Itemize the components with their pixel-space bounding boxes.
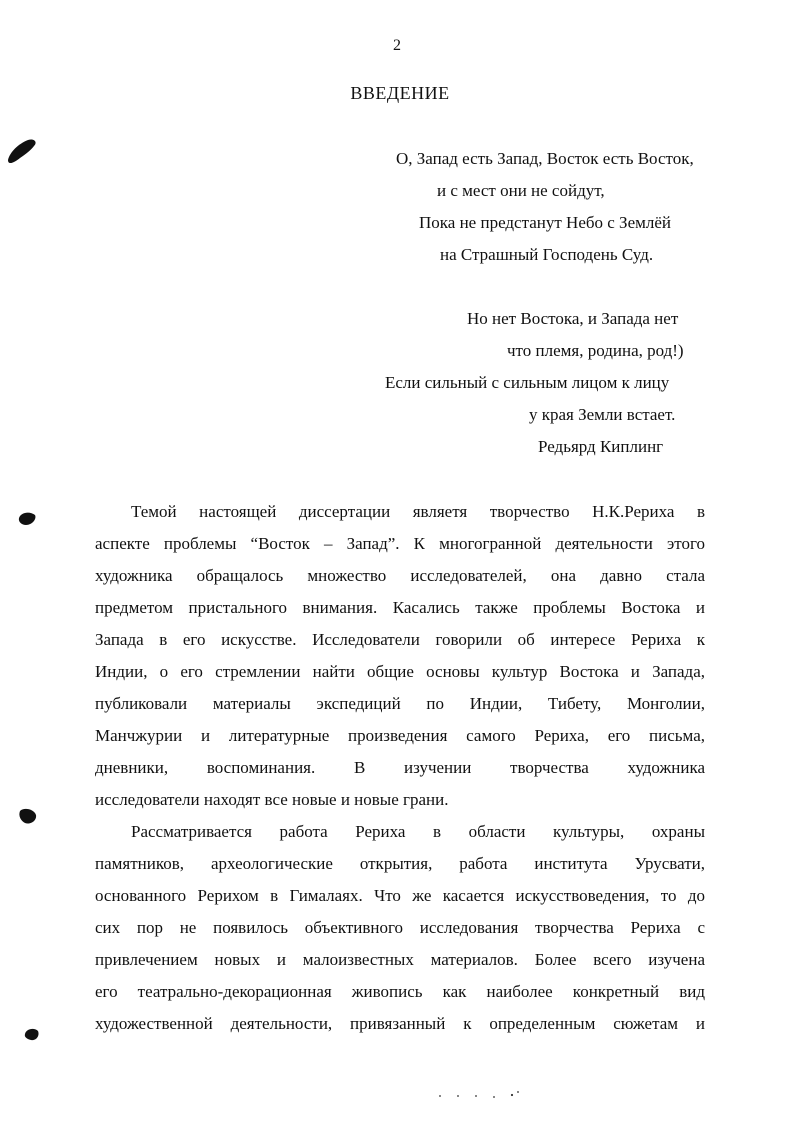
ink-dot-mark [16,508,38,528]
paragraph-line: Индии, о его стремлении найти общие основы культур Востока и Запада, [95,662,705,681]
paragraph-line: предметом пристального внимания. Касались также проблемы Востока и [95,598,705,617]
epigraph-line: Пока не предстанут Небо с Землёй [419,213,672,232]
paragraph-line: публиковали материалы экспедиций по Индии, Тибету, Монголии, [95,694,705,713]
epigraph-line: Но нет Востока, и Запада нет [467,309,679,328]
paragraph-line: сих пор не появилось объективного исследования творчества Рериха с [95,918,705,937]
paragraph-line: памятников, археологические открытия, работа института Урусвати, [95,854,705,873]
epigraph-line: на Страшный Господень Суд. [440,245,654,264]
page-number: 2 [393,37,401,54]
scan-specks [436,1088,536,1102]
epigraph-author: Редьярд Киплинг [538,437,664,456]
page-heading: ВВЕДЕНИЕ [350,83,450,103]
paragraph-line: дневники, воспоминания. В изучении творчества художника [95,758,705,777]
epigraph-line: и с мест они не сойдут, [437,181,605,200]
ink-dot-mark [22,1024,42,1044]
epigraph-line: что племя, родина, род!) [507,341,684,360]
paragraph-line: Манчжурии и литературные произведения самого Рериха, его письма, [95,726,705,745]
epigraph-line: у края Земли встает. [529,405,676,424]
paragraph-line: художника обращалось множество исследователей, она давно стала [95,566,705,585]
paragraph-line: его театрально-декорационная живопись как наиболее конкретный вид [95,982,705,1001]
paragraph-line: Рассматривается работа Рериха в области культуры, охраны [131,822,705,841]
paragraph-line: привлечением новых и малоизвестных материалов. Более всего изучена [95,950,705,969]
paragraph-line: Темой настоящей диссертации являетя творчество Н.К.Рериха в [131,502,705,521]
paragraph-line: аспекте проблемы “Восток – Запад”. К многогранной деятельности этого [95,534,705,553]
epigraph [0,0,794,470]
epigraph-line: Если сильный с сильным лицом к лицу [385,373,670,392]
ink-blot-mark [4,136,40,166]
paragraph-line: Запада в его искусстве. Исследователи говорили об интересе Рериха к [95,630,705,649]
epigraph-line: О, Запад есть Запад, Восток есть Восток, [396,149,694,168]
ink-dot-mark [16,805,40,827]
paragraph-line: исследователи находят все новые и новые грани. [95,790,449,809]
paragraph-line: художественной деятельности, привязанный к определенным сюжетам и [95,1014,705,1033]
paragraph-line: основанного Рерихом в Гималаях. Что же касается искусствоведения, то до [95,886,705,905]
